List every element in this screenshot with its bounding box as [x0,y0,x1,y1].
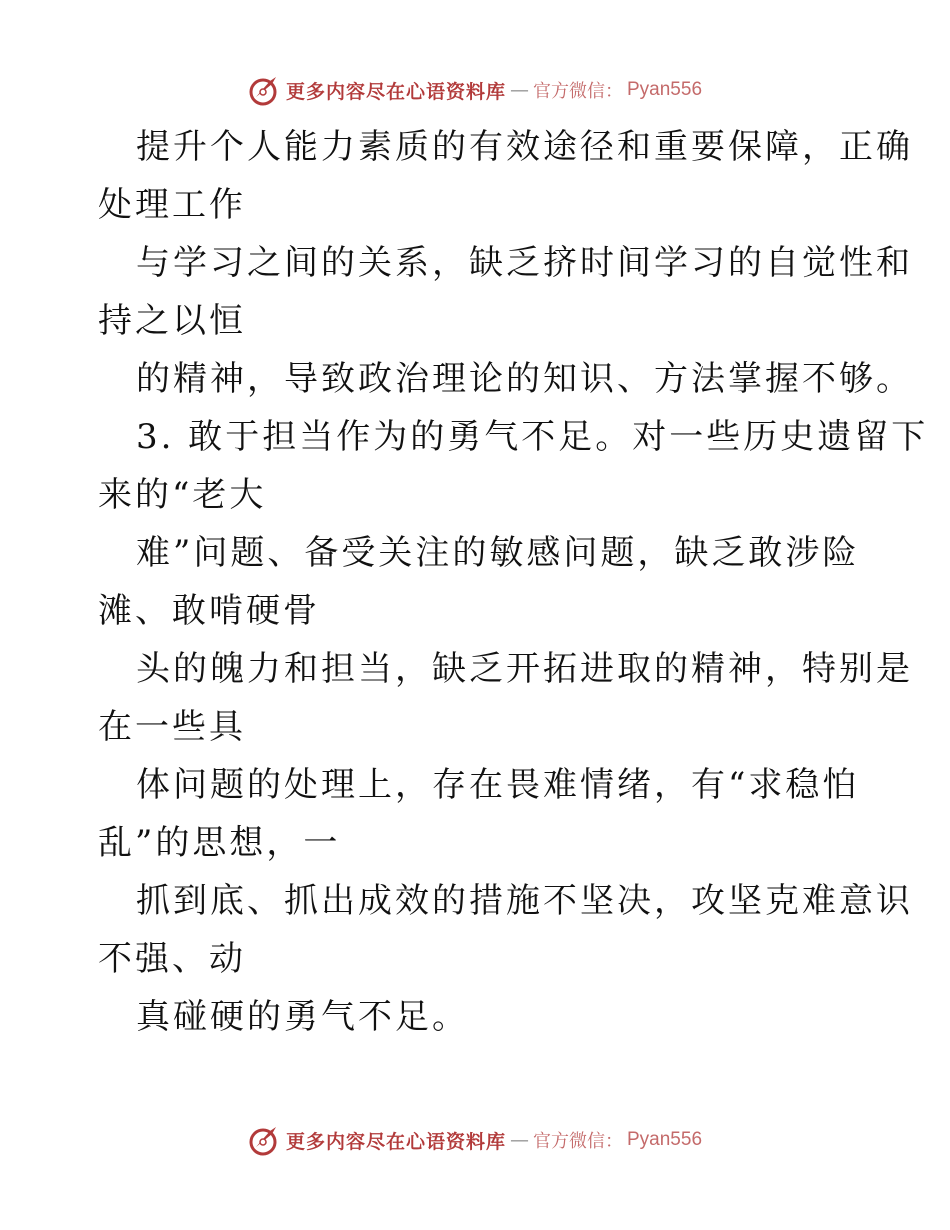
banner-wechat-id: Pyan556 [627,79,703,100]
body-line: 抓到底、抓出成效的措施不坚决，攻坚克难意识 [136,881,913,921]
banner-wechat-label: 官方微信： [533,81,623,102]
footer-banner [0,1120,950,1160]
body-line: 的精神，导致政治理论的知识、方法掌握不够。 [136,359,913,399]
body-line: 乱”的思想，一 [98,823,341,863]
banner-wechat-id: Pyan556 [627,1129,703,1150]
body-line: 提升个人能力素质的有效途径和重要保障，正确 [136,127,913,167]
body-line: 持之以恒 [98,301,246,341]
body-line: 难”问题、备受关注的敏感问题，缺乏敢涉险 [136,533,860,573]
body-line: 不强、动 [98,939,246,979]
banner-wechat-label: 官方微信： [533,1131,623,1152]
banner-separator: — [510,1129,529,1151]
body-line: 在一些具 [98,707,246,747]
body-line: 体问题的处理上，存在畏难情绪，有“求稳怕 [136,765,860,805]
pen-nib-logo-icon [248,73,282,107]
body-line: 滩、敢啃硬骨 [98,591,320,631]
document-body [98,118,929,1046]
body-line: 处理工作 [98,185,246,225]
body-line: 3. 敢于担当作为的勇气不足。对一些历史遗留下 [136,417,929,457]
header-banner [0,70,950,110]
body-line: 来的“老大 [98,475,267,515]
body-line: 头的魄力和担当，缺乏开拓进取的精神，特别是 [136,649,913,689]
pen-nib-logo-icon [248,1123,282,1157]
body-line: 真碰硬的勇气不足。 [136,997,469,1037]
banner-title: 更多内容尽在心语资料库 [285,1130,506,1153]
banner-separator: — [510,79,529,101]
banner-title: 更多内容尽在心语资料库 [285,80,506,103]
body-line: 与学习之间的关系，缺乏挤时间学习的自觉性和 [136,243,913,283]
